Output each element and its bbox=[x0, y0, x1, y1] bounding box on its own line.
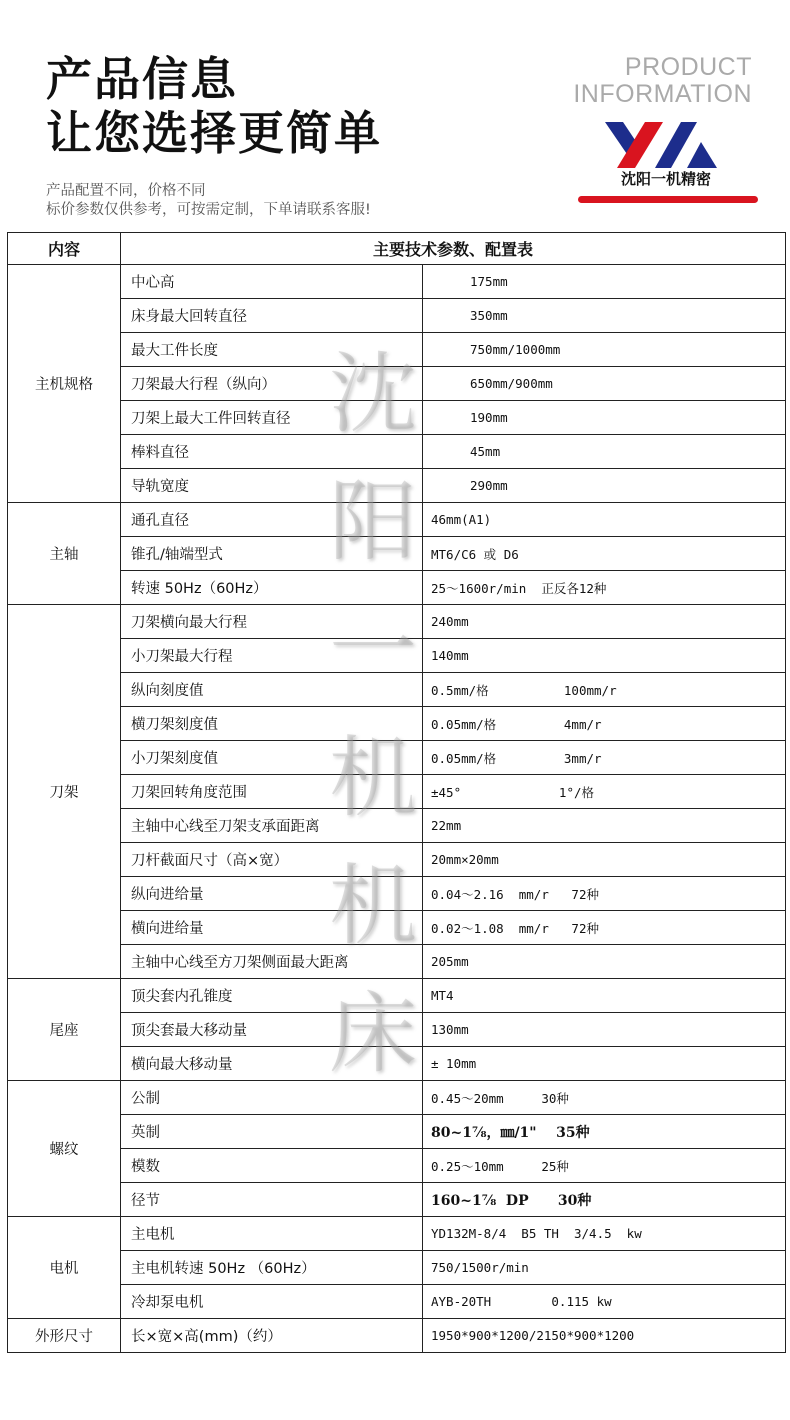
value-cell: 0.45～20mm 30种 bbox=[423, 1081, 786, 1115]
param-cell: 纵向刻度值 bbox=[121, 673, 423, 707]
table-row bbox=[8, 809, 786, 843]
watermark-char: 床 bbox=[328, 982, 417, 1085]
table-row bbox=[8, 401, 786, 435]
param-cell: 主轴中心线至方刀架侧面最大距离 bbox=[121, 945, 423, 979]
subtitle-line1: 产品配置不同，价格不同 bbox=[46, 183, 206, 199]
param-cell: 主轴中心线至刀架支承面距离 bbox=[121, 809, 423, 843]
table-row bbox=[8, 469, 786, 503]
value-cell: 290mm bbox=[423, 469, 786, 503]
table-row bbox=[8, 1319, 786, 1353]
table-row bbox=[8, 945, 786, 979]
category-cell: 主机规格 bbox=[8, 265, 121, 503]
param-cell: 主电机转速 50Hz （60Hz） bbox=[121, 1251, 423, 1285]
table-row bbox=[8, 911, 786, 945]
param-cell: 中心高 bbox=[121, 265, 423, 299]
category-cell: 外形尺寸 bbox=[8, 1319, 121, 1353]
value-cell: 205mm bbox=[423, 945, 786, 979]
column-header-category: 内容 bbox=[8, 233, 121, 265]
value-cell: 350mm bbox=[423, 299, 786, 333]
value-cell: 1950*900*1200/2150*900*1200 bbox=[423, 1319, 786, 1353]
table-row bbox=[8, 1047, 786, 1081]
company-logo-icon bbox=[605, 120, 717, 170]
watermark-char: 一 bbox=[328, 598, 417, 701]
table-row bbox=[8, 1115, 786, 1149]
english-title-line1: PRODUCT bbox=[624, 53, 752, 81]
spec-table bbox=[7, 232, 786, 1353]
value-cell: 0.25～10mm 25种 bbox=[423, 1149, 786, 1183]
table-header-row bbox=[8, 233, 786, 265]
table-row bbox=[8, 333, 786, 367]
table-row bbox=[8, 1081, 786, 1115]
table-row bbox=[8, 877, 786, 911]
value-cell: MT6/C6 或 D6 bbox=[423, 537, 786, 571]
value-cell: 750mm/1000mm bbox=[423, 333, 786, 367]
param-cell: 导轨宽度 bbox=[121, 469, 423, 503]
param-cell: 横向进给量 bbox=[121, 911, 423, 945]
param-cell: 锥孔/轴端型式 bbox=[121, 537, 423, 571]
table-row bbox=[8, 265, 786, 299]
table-row bbox=[8, 673, 786, 707]
value-cell: 130mm bbox=[423, 1013, 786, 1047]
table-row bbox=[8, 571, 786, 605]
table-row bbox=[8, 979, 786, 1013]
table-row bbox=[8, 537, 786, 571]
value-cell: ± 10mm bbox=[423, 1047, 786, 1081]
table-row bbox=[8, 1013, 786, 1047]
param-cell: 长×宽×高(mm)（约） bbox=[121, 1319, 423, 1353]
value-cell: 750/1500r/min bbox=[423, 1251, 786, 1285]
table-row bbox=[8, 1183, 786, 1217]
value-cell: AYB-20TH 0.115 kw bbox=[423, 1285, 786, 1319]
page-title-line2: 让您选择更简单 bbox=[46, 106, 382, 160]
value-cell: 650mm/900mm bbox=[423, 367, 786, 401]
param-cell: 冷却泵电机 bbox=[121, 1285, 423, 1319]
value-cell: YD132M-8/4 B5 TH 3/4.5 kw bbox=[423, 1217, 786, 1251]
param-cell: 顶尖套最大移动量 bbox=[121, 1013, 423, 1047]
param-cell: 横向最大移动量 bbox=[121, 1047, 423, 1081]
table-row bbox=[8, 639, 786, 673]
param-cell: 公制 bbox=[121, 1081, 423, 1115]
value-cell: 0.05mm/格 4mm/r bbox=[423, 707, 786, 741]
english-title-line2: INFORMATION bbox=[573, 80, 752, 108]
subtitle-line2: 标价参数仅供参考，可按需定制，下单请联系客服! bbox=[46, 202, 371, 218]
category-cell: 主轴 bbox=[8, 503, 121, 605]
accent-line bbox=[578, 196, 758, 203]
value-cell: 0.05mm/格 3mm/r bbox=[423, 741, 786, 775]
value-cell: MT4 bbox=[423, 979, 786, 1013]
value-cell: 190mm bbox=[423, 401, 786, 435]
column-header-params: 主要技术参数、配置表 bbox=[121, 233, 786, 265]
table-row bbox=[8, 1149, 786, 1183]
param-cell: 转速 50Hz（60Hz） bbox=[121, 571, 423, 605]
param-cell: 英制 bbox=[121, 1115, 423, 1149]
param-cell: 床身最大回转直径 bbox=[121, 299, 423, 333]
table-row bbox=[8, 775, 786, 809]
value-cell: 160~1⅞ DP 30种 bbox=[423, 1183, 786, 1217]
value-cell: 20mm×20mm bbox=[423, 843, 786, 877]
category-cell: 尾座 bbox=[8, 979, 121, 1081]
value-cell: 0.02～1.08 mm/r 72种 bbox=[423, 911, 786, 945]
value-cell: 175mm bbox=[423, 265, 786, 299]
param-cell: 最大工件长度 bbox=[121, 333, 423, 367]
table-row bbox=[8, 435, 786, 469]
param-cell: 刀架横向最大行程 bbox=[121, 605, 423, 639]
param-cell: 刀架最大行程（纵向） bbox=[121, 367, 423, 401]
param-cell: 小刀架刻度值 bbox=[121, 741, 423, 775]
value-cell: 0.5mm/格 100mm/r bbox=[423, 673, 786, 707]
value-cell: 240mm bbox=[423, 605, 786, 639]
param-cell: 纵向进给量 bbox=[121, 877, 423, 911]
category-cell: 刀架 bbox=[8, 605, 121, 979]
value-cell: 45mm bbox=[423, 435, 786, 469]
param-cell: 小刀架最大行程 bbox=[121, 639, 423, 673]
watermark-char: 机 bbox=[328, 854, 417, 957]
table-row bbox=[8, 1217, 786, 1251]
table-row bbox=[8, 605, 786, 639]
watermark-char: 沈 bbox=[328, 342, 417, 445]
watermark-char: 机 bbox=[328, 726, 417, 829]
param-cell: 棒料直径 bbox=[121, 435, 423, 469]
value-cell: 22mm bbox=[423, 809, 786, 843]
value-cell: ±45° 1°/格 bbox=[423, 775, 786, 809]
param-cell: 通孔直径 bbox=[121, 503, 423, 537]
param-cell: 刀架回转角度范围 bbox=[121, 775, 423, 809]
param-cell: 刀架上最大工件回转直径 bbox=[121, 401, 423, 435]
value-cell: 25～1600r/min 正反各12种 bbox=[423, 571, 786, 605]
logo-text: 沈阳一机精密 bbox=[620, 170, 711, 188]
table-row bbox=[8, 741, 786, 775]
table-row bbox=[8, 707, 786, 741]
param-cell: 主电机 bbox=[121, 1217, 423, 1251]
page-header bbox=[0, 0, 790, 230]
table-row bbox=[8, 1285, 786, 1319]
param-cell: 刀杆截面尺寸（高×宽） bbox=[121, 843, 423, 877]
param-cell: 径节 bbox=[121, 1183, 423, 1217]
table-row bbox=[8, 367, 786, 401]
table-row bbox=[8, 1251, 786, 1285]
table-row bbox=[8, 503, 786, 537]
param-cell: 模数 bbox=[121, 1149, 423, 1183]
category-cell: 电机 bbox=[8, 1217, 121, 1319]
value-cell: 80~1⅞，㎜/1" 35种 bbox=[423, 1115, 786, 1149]
value-cell: 46mm(A1) bbox=[423, 503, 786, 537]
page-title: 产品信息 bbox=[46, 52, 238, 106]
value-cell: 140mm bbox=[423, 639, 786, 673]
param-cell: 横刀架刻度值 bbox=[121, 707, 423, 741]
param-cell: 顶尖套内孔锥度 bbox=[121, 979, 423, 1013]
category-cell: 螺纹 bbox=[8, 1081, 121, 1217]
value-cell: 0.04～2.16 mm/r 72种 bbox=[423, 877, 786, 911]
table-row bbox=[8, 299, 786, 333]
watermark-char: 阳 bbox=[328, 470, 417, 573]
table-row bbox=[8, 843, 786, 877]
